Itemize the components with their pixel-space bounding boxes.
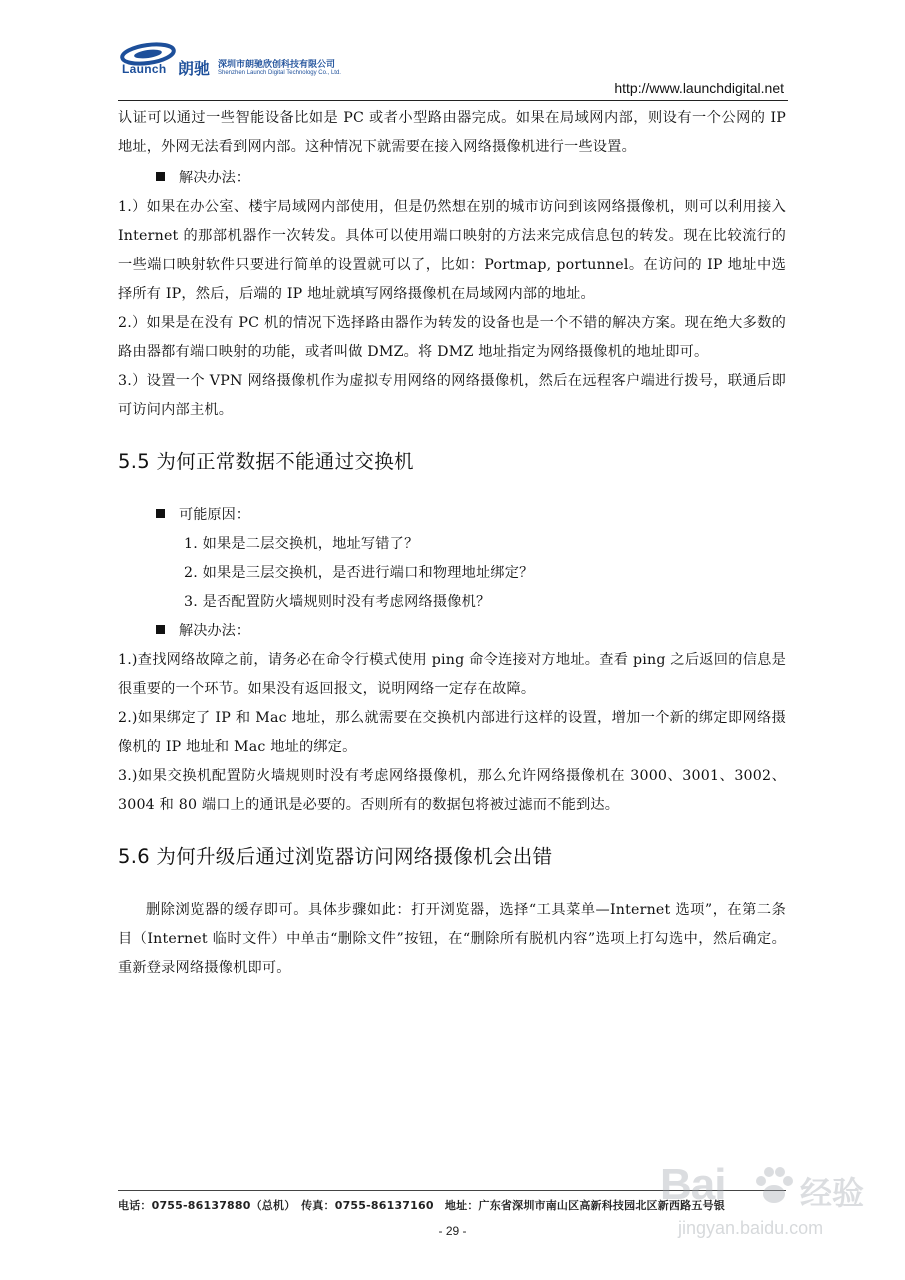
section-5-6-paragraph: 删除浏览器的缓存即可。具体步骤如此：打开浏览器，选择“工具菜单—Internet 选项”，在第二条目（Internet 临时文件）中单击“删除文件”按钮，在“删除所有脱机内容”选项上打勾选中，然后确定。重新登录网络摄像机即可。 <box>118 902 786 976</box>
watermark-url: jingyan.baidu.com <box>678 1218 824 1238</box>
solution-paragraph: 1.）如果在办公室、楼宇局域网内部使用，但是仍然想在别的城市访问到该网络摄像机，则可以利用接入 Internet 的那部机器作一次转发。具体可以使用端口映射的方法来完成信息包的转发。现在比较流行的一些端口映射软件只要进行简单的设置就可以了，比如：Portmap, portunnel。在访问的 IP 地址中选择所有 IP，然后，后端的 IP 地址就填写网络摄像机在局域网内部的地址。 <box>118 199 786 302</box>
baidu-watermark <box>660 1150 890 1250</box>
cause-heading: 可能原因： <box>118 501 786 530</box>
watermark-chinese: 经验 <box>800 1174 865 1212</box>
square-bullet-icon <box>156 509 165 518</box>
company-name-chinese: 深圳市朗驰欣创科技有限公司 <box>218 60 336 70</box>
paw-icon <box>752 1164 796 1208</box>
solution-heading-1: 解决办法： <box>118 164 786 193</box>
solution-paragraph: 2.）如果是在没有 PC 机的情况下选择路由器作为转发的设备也是一个不错的解决方案。现在绝大多数的路由器都有端口映射的功能，或者叫做 DMZ。将 DMZ 地址指定为网络摄像机的地址即可。 <box>118 315 786 360</box>
solution-heading-2: 解决办法： <box>118 617 786 646</box>
solution-paragraph: 1.)查找网络故障之前，请务必在命令行模式使用 ping 命令连接对方地址。查看 ping 之后返回的信息是很重要的一个环节。如果没有返回报文，说明网络一定存在故障。 <box>118 652 786 697</box>
cause-item: 3. 是否配置防火墙规则时没有考虑网络摄像机？ <box>184 594 491 610</box>
cause-item: 2. 如果是三层交换机，是否进行端口和物理地址绑定？ <box>184 565 534 581</box>
intro-paragraph: 认证可以通过一些智能设备比如是 PC 或者小型路由器完成。如果在局域网内部，则设有一个公网的 IP 地址，外网无法看到网内部。这种情况下就需要在接入网络摄像机进行一些设置。 <box>118 110 786 155</box>
solution-paragraph: 3.)如果交换机配置防火墙规则时没有考虑网络摄像机，那么允许网络摄像机在 3000、3001、3002、3004 和 80 端口上的通讯是必要的。否则所有的数据包将被过滤而不能到达。 <box>118 768 786 813</box>
company-name-english: Shenzhen Launch Digital Technology Co., Ltd. <box>218 70 341 76</box>
section-5-6-title: 5.6 为何升级后通过浏览器访问网络摄像机会出错 <box>118 845 553 868</box>
page-header <box>118 40 788 102</box>
cause-item: 1. 如果是二层交换机，地址写错了？ <box>184 536 419 552</box>
company-logo <box>118 40 358 80</box>
logo-latin-text: Launch <box>122 62 167 76</box>
logo-chinese-text: 朗驰 <box>178 59 211 78</box>
footer-contact: 电话：0755-86137880（总机） 传真：0755-86137160 地址：广东省深圳市南山区高新科技园北区新西路五号银 <box>118 1199 725 1212</box>
section-5-5-title: 5.5 为何正常数据不能通过交换机 <box>118 450 414 473</box>
square-bullet-icon <box>156 625 165 634</box>
page-content <box>118 104 786 983</box>
solution-paragraph: 2.)如果绑定了 IP 和 Mac 地址，那么就需要在交换机内部进行这样的设置，增加一个新的绑定即网络摄像机的 IP 地址和 Mac 地址的绑定。 <box>118 710 786 755</box>
solution-paragraph: 3.）设置一个 VPN 网络摄像机作为虚拟专用网络的网络摄像机，然后在远程客户端进行拨号，联通后即可访问内部主机。 <box>118 373 786 418</box>
website-url[interactable]: http://www.launchdigital.net <box>614 80 784 96</box>
watermark-brand: Bai <box>660 1160 726 1209</box>
header-divider <box>118 100 788 101</box>
page-number: - 29 - <box>438 1224 467 1238</box>
square-bullet-icon <box>156 172 165 181</box>
